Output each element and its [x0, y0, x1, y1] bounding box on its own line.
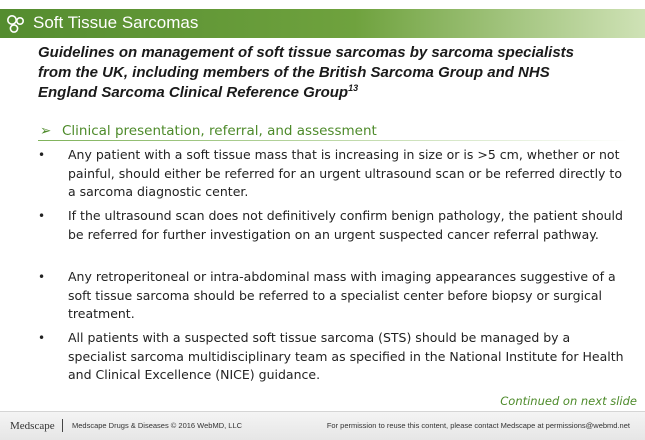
list-item	[38, 146, 628, 202]
list-item	[38, 268, 628, 324]
section-divider	[38, 140, 628, 141]
medscape-logo[interactable]: Medscape	[10, 420, 55, 432]
slide-subtitle	[38, 43, 578, 103]
copyright-text: Medscape Drugs & Diseases © 2016 WebMD, LLC	[72, 421, 243, 430]
list-item-text: If the ultrasound scan does not definitively confirm benign pathology, the patient should be referred for further investigation on an urgent suspected cancer referral pathway.	[68, 208, 623, 242]
bullet-marker: •	[38, 270, 46, 284]
molecule-icon	[5, 13, 27, 35]
list-item-text: Any patient with a soft tissue mass that is increasing in size or is >5 cm, whether or not painful, should either be referred for an urgent ultrasound scan or be referred directly to a sarcoma diagnostic center.	[68, 147, 622, 199]
subtitle-text: Guidelines on management of soft tissue sarcomas by sarcoma specialists from the UK, including members of the British Sarcoma Group and NHS England Sarcoma Clinical Reference Group	[38, 44, 575, 101]
bullet-marker: •	[38, 209, 46, 223]
section-heading-text: Clinical presentation, referral, and assessment	[62, 123, 377, 139]
list-item	[38, 329, 628, 385]
header-bar	[0, 9, 645, 38]
footer-bar	[0, 411, 645, 440]
list-item-text: Any retroperitoneal or intra-abdominal mass with imaging appearances suggestive of a soft tissue sarcoma should be referred to a specialist center before biopsy or surgical treatment.	[68, 269, 616, 321]
arrow-bullet-icon: ➢	[40, 123, 52, 139]
permission-text: For permission to reuse this content, please contact Medscape at permissions@webmd.net	[326, 421, 630, 430]
list-item-text: All patients with a suspected soft tissue sarcoma (STS) should be managed by a specialist sarcoma multidisciplinary team as specified in the National Institute for Health and Clinical Excellence (NICE) guidance.	[68, 330, 624, 382]
section-heading	[40, 122, 460, 140]
bullet-marker: •	[38, 148, 46, 162]
reference-number: 13	[348, 83, 359, 93]
page-title: Soft Tissue Sarcomas	[33, 13, 199, 32]
continued-note: Continued on next slide	[500, 394, 637, 408]
bullet-marker: •	[38, 331, 46, 345]
footer-divider	[62, 419, 63, 432]
list-item	[38, 207, 628, 244]
